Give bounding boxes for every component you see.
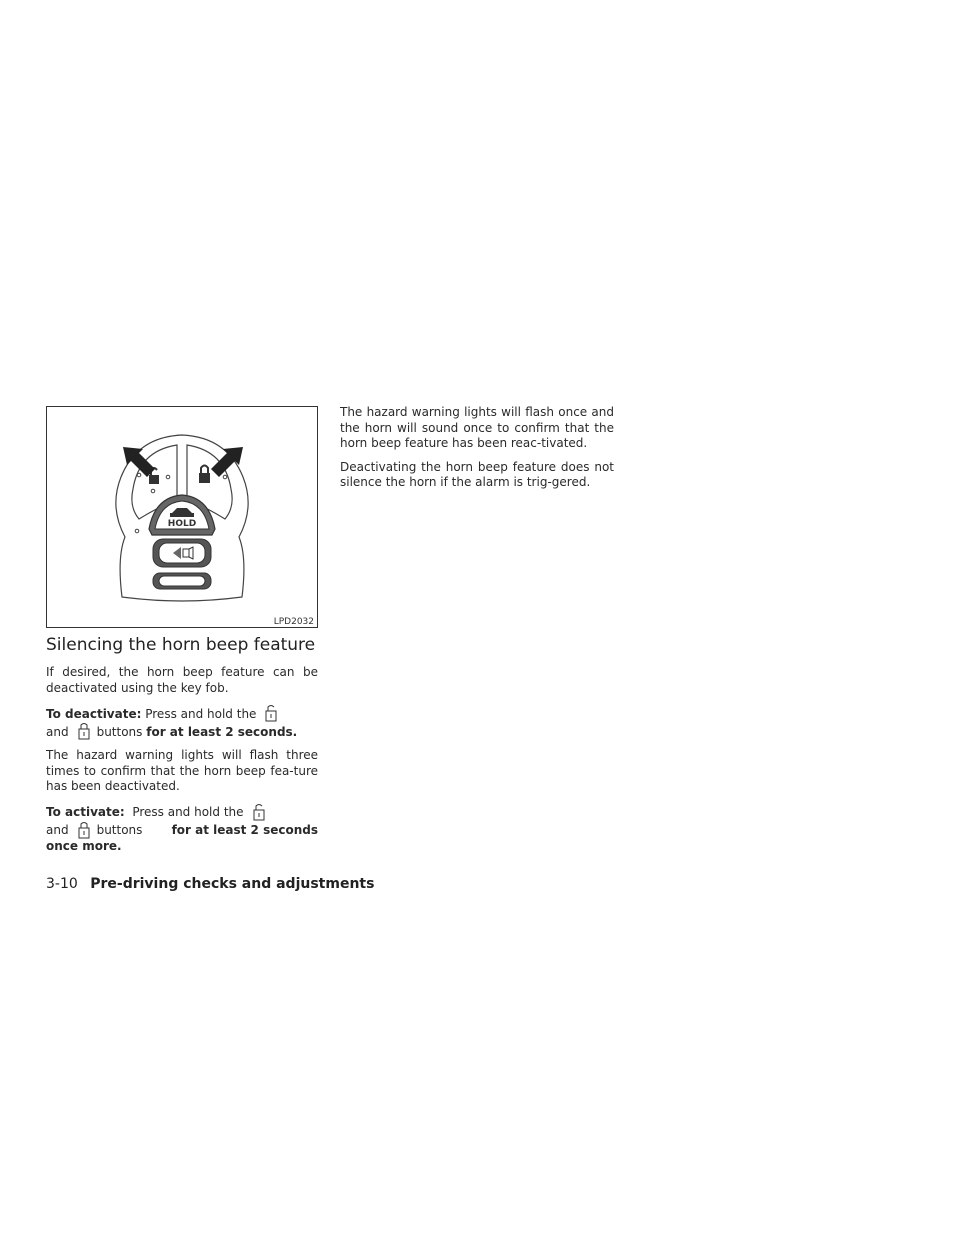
section-title: Silencing the horn beep feature <box>46 635 316 655</box>
activate-and: and <box>46 823 69 837</box>
deactivate-instruction <box>46 704 318 740</box>
lock-icon <box>77 722 91 740</box>
alarm-note-paragraph: Deactivating the horn beep feature does not silence the horn if the alarm is trig-gered. <box>340 459 614 489</box>
deactivate-and: and <box>46 724 69 739</box>
activate-buttons: buttons <box>96 823 143 837</box>
footer-section-title: Pre-driving checks and adjustments <box>90 876 375 892</box>
page-number: 3-10 <box>46 876 78 892</box>
left-column <box>46 635 318 854</box>
activate-emphasis-b: once more. <box>46 838 122 853</box>
key-fob-figure <box>46 406 318 628</box>
deactivate-buttons: buttons <box>96 724 143 739</box>
activate-instruction <box>46 803 318 855</box>
lock-icon <box>77 821 91 839</box>
reactivation-paragraph: The hazard warning lights will flash once and the horn will sound once to confirm that the horn beep feature has been reac-tivated. <box>340 405 614 450</box>
deactivate-emphasis: for at least 2 seconds. <box>146 724 298 739</box>
page-footer <box>46 876 374 892</box>
panic-button-face <box>159 543 205 563</box>
figure-code: LPD2032 <box>273 617 314 627</box>
unlock-icon <box>252 803 266 821</box>
activate-emphasis-a: for at least 2 seconds <box>171 823 318 837</box>
deactivate-result: The hazard warning lights will flash three times to confirm that the horn beep fea-ture has been deactivated. <box>46 748 318 793</box>
deactivate-label: To deactivate: <box>46 706 142 721</box>
deactivate-lead: Press and hold the <box>145 706 257 721</box>
activate-lead: Press and hold the <box>132 805 244 819</box>
unlock-icon <box>264 704 278 722</box>
activate-label: To activate: <box>46 805 125 819</box>
right-column <box>340 405 614 499</box>
key-fob-illustration <box>47 407 317 627</box>
intro-paragraph: If desired, the horn beep feature can be deactivated using the key fob. <box>46 665 318 695</box>
hold-label: HOLD <box>167 519 197 529</box>
